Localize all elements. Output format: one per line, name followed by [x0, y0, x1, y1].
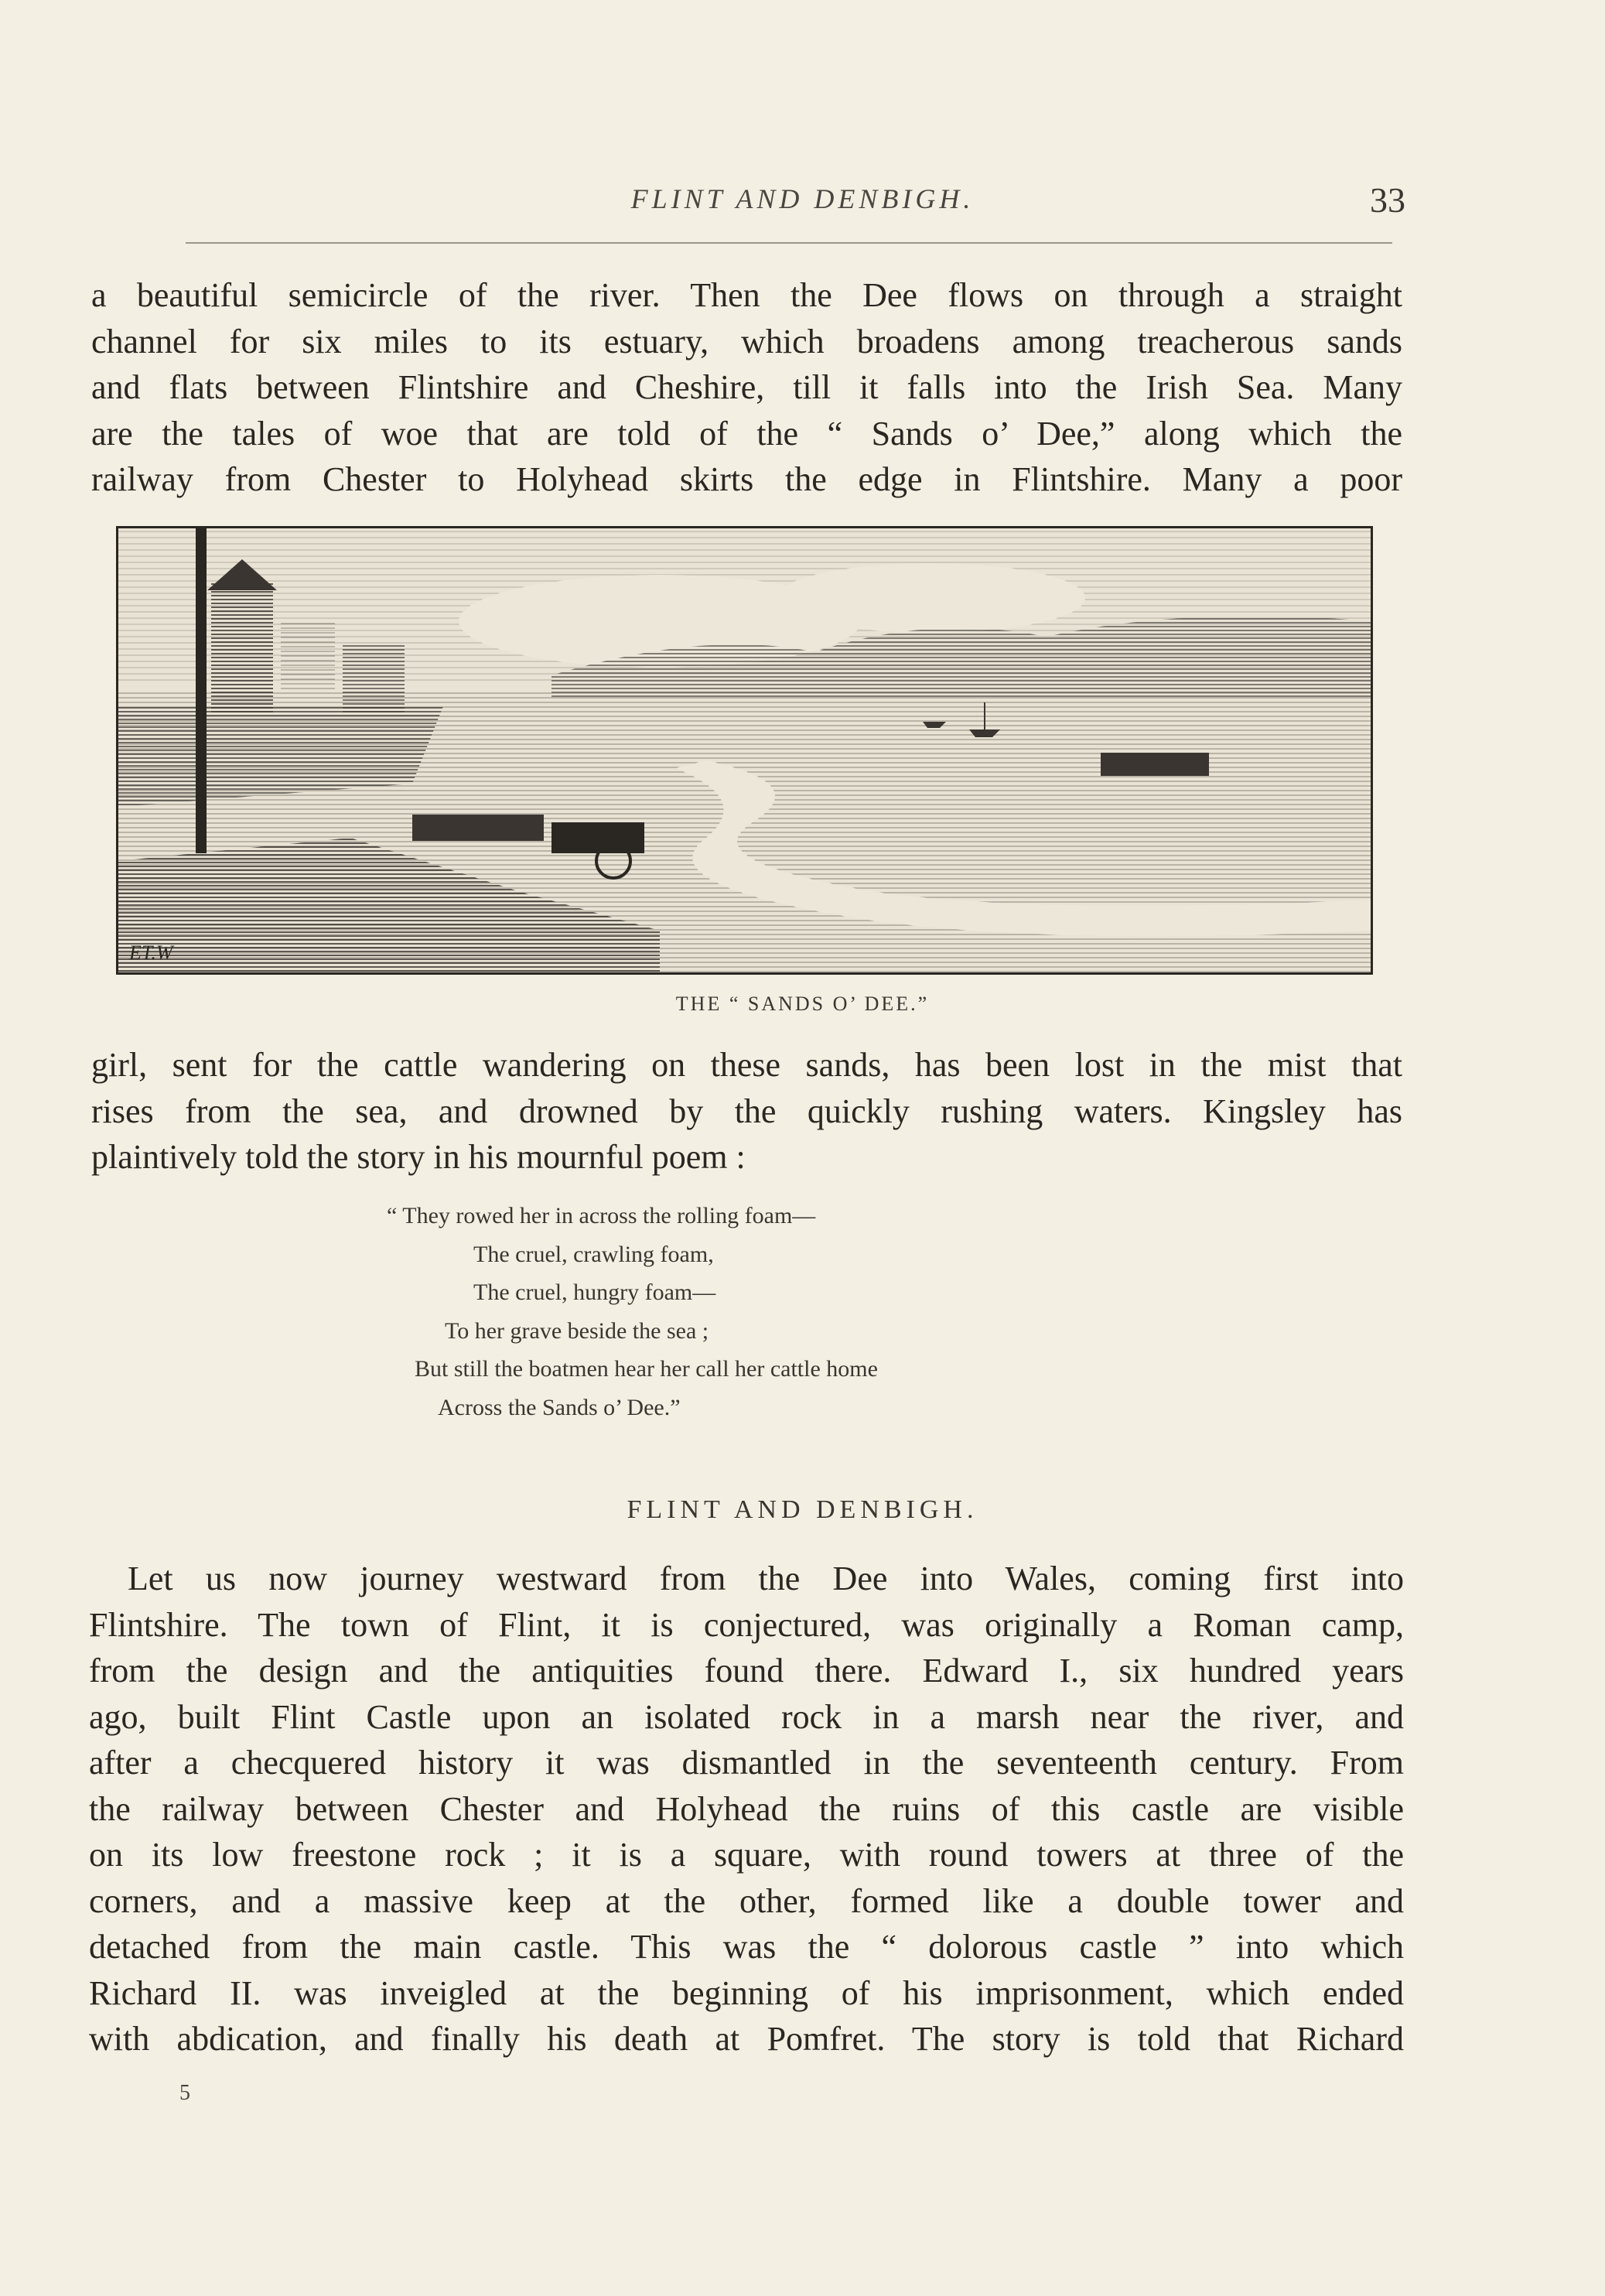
- text-line: plaintively told the story in his mournful poem :: [91, 1138, 746, 1176]
- text-line: are the tales of woe that are told of the “ Sands o’ Dee,” along which the: [91, 414, 1402, 453]
- text-line: detached from the main castle. This was the “ dolorous castle ” into which: [89, 1928, 1404, 1966]
- paragraph-1: [91, 272, 1402, 503]
- text-line: Flintshire. The town of Flint, it is conjectured, was originally a Roman camp,: [89, 1605, 1404, 1644]
- text-line: railway from Chester to Holyhead skirts the edge in Flintshire. Many a poor: [91, 460, 1402, 498]
- header-rule: [186, 242, 1392, 244]
- text-line: from the design and the antiquities found there. Edward I., six hundred years: [89, 1652, 1404, 1690]
- poem-line: To her grave beside the sea ;: [445, 1317, 709, 1344]
- text-line: channel for six miles to its estuary, which broadens among treacherous sands: [91, 322, 1402, 360]
- text-line: ago, built Flint Castle upon an isolated rock in a marsh near the river, and: [89, 1697, 1404, 1736]
- running-head: FLINT AND DENBIGH.: [630, 183, 975, 214]
- page-number: 33: [1370, 180, 1405, 220]
- poem-line: “ They rowed her in across the rolling foam—: [387, 1203, 816, 1228]
- poem-line: The cruel, crawling foam,: [473, 1241, 714, 1267]
- text-line: rises from the sea, and drowned by the quickly rushing waters. Kingsley has: [91, 1092, 1402, 1130]
- text-line: the railway between Chester and Holyhead the ruins of this castle are visible: [89, 1789, 1404, 1828]
- poem-line: The cruel, hungry foam—: [473, 1280, 716, 1305]
- engraver-monogram: ET.W: [129, 941, 173, 964]
- text-line: girl, sent for the cattle wandering on these sands, has been lost in the mist that: [91, 1046, 1402, 1084]
- section-heading: FLINT AND DENBIGH.: [627, 1495, 978, 1524]
- poem-line: But still the boatmen hear her call her cattle home: [415, 1356, 878, 1382]
- text-line: on its low freestone rock ; it is a square, with round towers at three of the: [89, 1836, 1404, 1874]
- engraving-art: [118, 528, 1371, 972]
- paragraph-2: [91, 1042, 1402, 1180]
- poem-quotation: [387, 1197, 878, 1426]
- signature-mark: 5: [179, 2081, 190, 2105]
- text-line: and flats between Flintshire and Cheshire, till it falls into the Irish Sea. Many: [91, 368, 1402, 406]
- text-line: after a checquered history it was dismantled in the seventeenth century. From: [89, 1744, 1404, 1782]
- paragraph-3: [89, 1556, 1404, 2062]
- illustration-caption: THE “ SANDS O’ DEE.”: [675, 993, 930, 1015]
- text-line: Let us now journey westward from the Dee into Wales, coming first into: [128, 1560, 1404, 1597]
- text-line: Richard II. was inveigled at the beginning of his imprisonment, which ended: [89, 1973, 1404, 2012]
- text-line: with abdication, and finally his death at Pomfret. The story is told that Richard: [89, 2020, 1404, 2058]
- poem-line: Across the Sands o’ Dee.”: [438, 1394, 681, 1420]
- text-line: corners, and a massive keep at the other, formed like a double tower and: [89, 1881, 1404, 1920]
- engraving-sands-o-dee: [116, 526, 1373, 975]
- text-line: a beautiful semicircle of the river. Then the Dee flows on through a straight: [91, 276, 1402, 314]
